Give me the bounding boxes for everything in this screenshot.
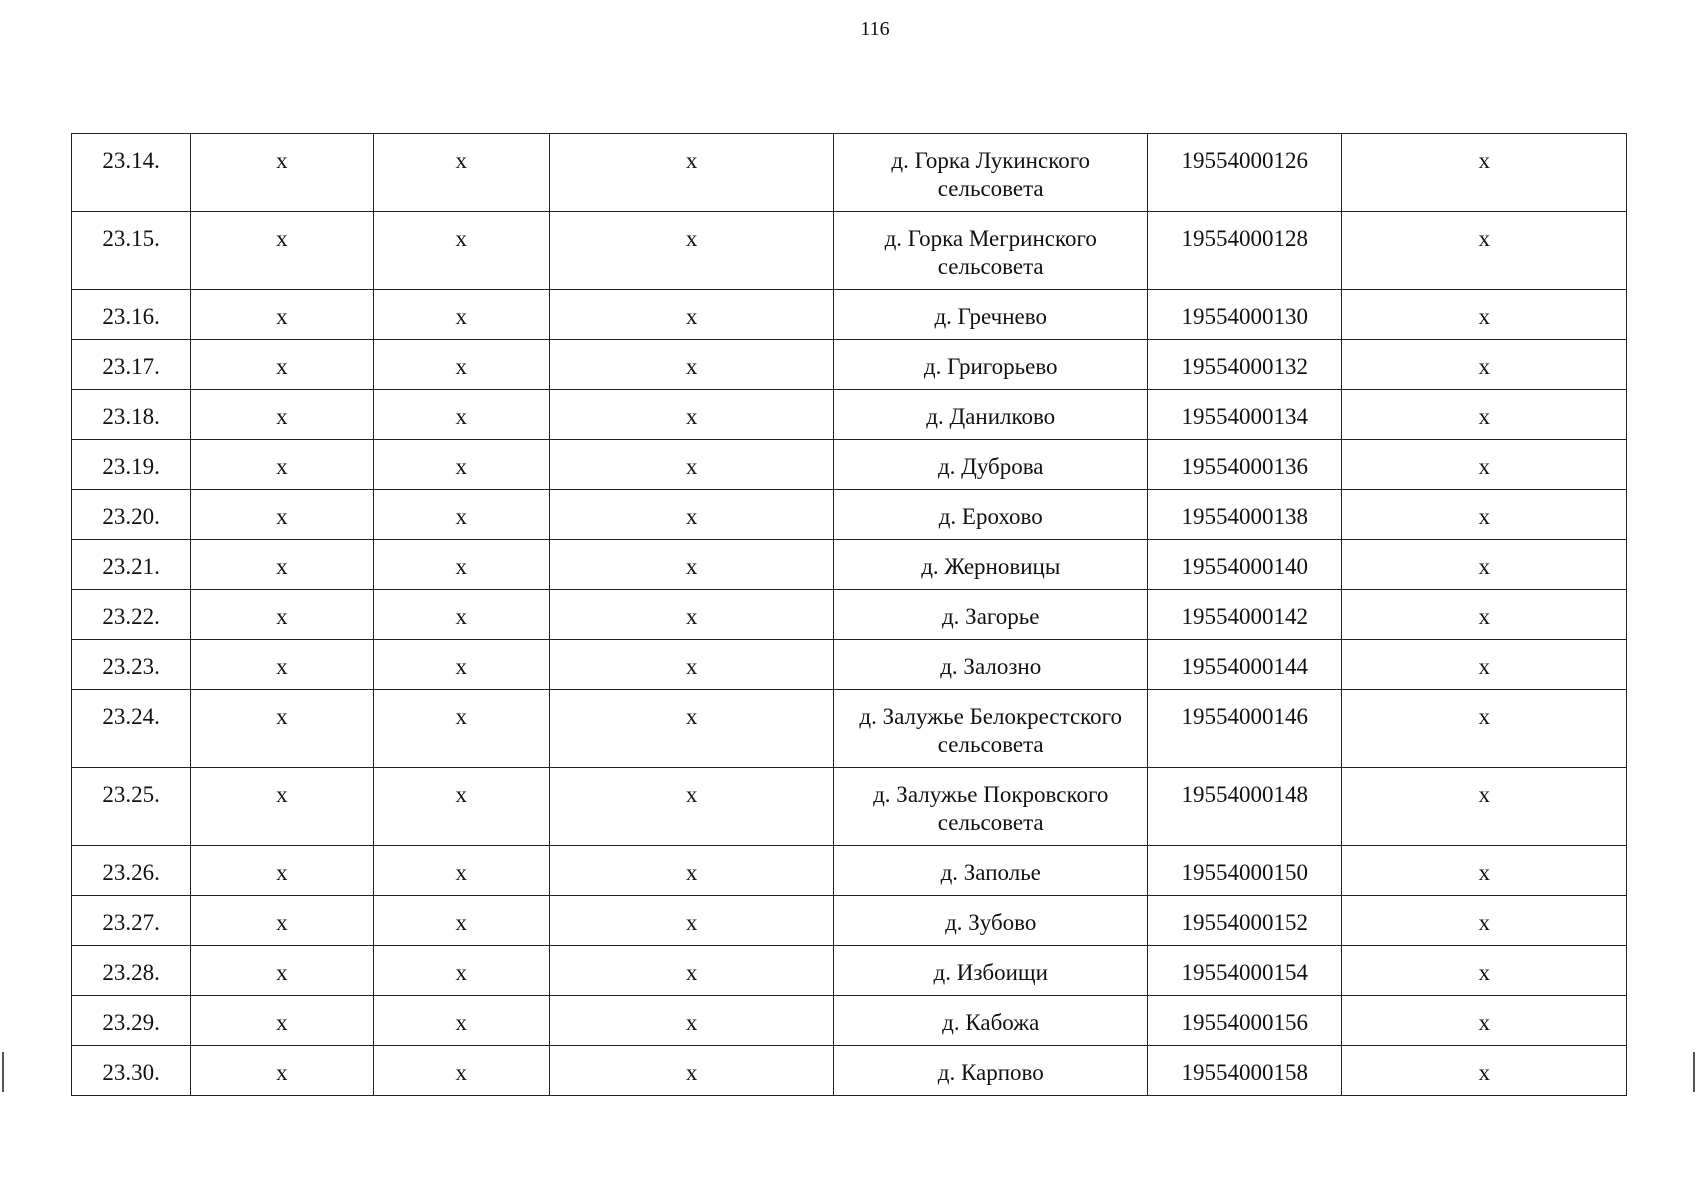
oktmo-code: 19554000136 bbox=[1148, 440, 1342, 490]
table-row bbox=[72, 640, 1627, 690]
table-row bbox=[72, 390, 1627, 440]
oktmo-code: 19554000138 bbox=[1148, 490, 1342, 540]
settlement-name: д. Зубово bbox=[834, 896, 1148, 946]
cell-x: x bbox=[1342, 1046, 1627, 1096]
row-number: 23.21. bbox=[72, 540, 191, 590]
settlement-name: д. Жерновицы bbox=[834, 540, 1148, 590]
cell-x: x bbox=[373, 290, 549, 340]
oktmo-code: 19554000144 bbox=[1148, 640, 1342, 690]
row-number: 23.28. bbox=[72, 946, 191, 996]
cell-x: x bbox=[1342, 768, 1627, 846]
cell-x: x bbox=[191, 1046, 373, 1096]
cell-x: x bbox=[373, 440, 549, 490]
table-row bbox=[72, 440, 1627, 490]
table-row bbox=[72, 490, 1627, 540]
oktmo-code: 19554000156 bbox=[1148, 996, 1342, 1046]
table-row bbox=[72, 996, 1627, 1046]
cell-x: x bbox=[191, 590, 373, 640]
cell-x: x bbox=[1342, 390, 1627, 440]
table-row bbox=[72, 896, 1627, 946]
row-number: 23.30. bbox=[72, 1046, 191, 1096]
table-row bbox=[72, 134, 1627, 212]
table-row bbox=[72, 590, 1627, 640]
settlement-name: д. Горка Лукинского сельсовета bbox=[834, 134, 1148, 212]
table-row bbox=[72, 946, 1627, 996]
cell-x: x bbox=[549, 1046, 834, 1096]
row-number: 23.24. bbox=[72, 690, 191, 768]
cell-x: x bbox=[191, 768, 373, 846]
settlement-name: д. Ерохово bbox=[834, 490, 1148, 540]
table-row bbox=[72, 846, 1627, 896]
oktmo-code: 19554000158 bbox=[1148, 1046, 1342, 1096]
oktmo-code: 19554000148 bbox=[1148, 768, 1342, 846]
settlements-table bbox=[71, 133, 1627, 1096]
scan-edge-mark-left bbox=[2, 1052, 4, 1092]
cell-x: x bbox=[191, 946, 373, 996]
cell-x: x bbox=[373, 390, 549, 440]
cell-x: x bbox=[1342, 896, 1627, 946]
cell-x: x bbox=[373, 1046, 549, 1096]
cell-x: x bbox=[1342, 846, 1627, 896]
oktmo-code: 19554000152 bbox=[1148, 896, 1342, 946]
settlement-name: д. Григорьево bbox=[834, 340, 1148, 390]
settlement-name: д. Кабожа bbox=[834, 996, 1148, 1046]
cell-x: x bbox=[191, 490, 373, 540]
cell-x: x bbox=[373, 490, 549, 540]
cell-x: x bbox=[373, 640, 549, 690]
cell-x: x bbox=[373, 690, 549, 768]
cell-x: x bbox=[1342, 690, 1627, 768]
settlement-name: д. Карпово bbox=[834, 1046, 1148, 1096]
cell-x: x bbox=[1342, 490, 1627, 540]
cell-x: x bbox=[549, 946, 834, 996]
row-number: 23.20. bbox=[72, 490, 191, 540]
cell-x: x bbox=[373, 212, 549, 290]
row-number: 23.19. bbox=[72, 440, 191, 490]
table-row bbox=[72, 340, 1627, 390]
row-number: 23.18. bbox=[72, 390, 191, 440]
cell-x: x bbox=[191, 440, 373, 490]
cell-x: x bbox=[373, 340, 549, 390]
cell-x: x bbox=[1342, 134, 1627, 212]
settlement-name: д. Залужье Покровского сельсовета bbox=[834, 768, 1148, 846]
cell-x: x bbox=[1342, 440, 1627, 490]
cell-x: x bbox=[191, 134, 373, 212]
table-row bbox=[72, 690, 1627, 768]
cell-x: x bbox=[373, 896, 549, 946]
cell-x: x bbox=[549, 846, 834, 896]
row-number: 23.27. bbox=[72, 896, 191, 946]
oktmo-code: 19554000134 bbox=[1148, 390, 1342, 440]
oktmo-code: 19554000128 bbox=[1148, 212, 1342, 290]
cell-x: x bbox=[373, 946, 549, 996]
cell-x: x bbox=[1342, 212, 1627, 290]
oktmo-code: 19554000142 bbox=[1148, 590, 1342, 640]
oktmo-code: 19554000154 bbox=[1148, 946, 1342, 996]
page-number: 116 bbox=[860, 18, 890, 40]
cell-x: x bbox=[549, 590, 834, 640]
cell-x: x bbox=[373, 134, 549, 212]
cell-x: x bbox=[191, 340, 373, 390]
settlement-name: д. Гречнево bbox=[834, 290, 1148, 340]
cell-x: x bbox=[191, 390, 373, 440]
cell-x: x bbox=[1342, 946, 1627, 996]
cell-x: x bbox=[373, 540, 549, 590]
cell-x: x bbox=[549, 690, 834, 768]
cell-x: x bbox=[549, 212, 834, 290]
cell-x: x bbox=[1342, 290, 1627, 340]
row-number: 23.23. bbox=[72, 640, 191, 690]
settlement-name: д. Загорье bbox=[834, 590, 1148, 640]
cell-x: x bbox=[549, 768, 834, 846]
cell-x: x bbox=[191, 540, 373, 590]
cell-x: x bbox=[191, 996, 373, 1046]
row-number: 23.26. bbox=[72, 846, 191, 896]
settlement-name: д. Дуброва bbox=[834, 440, 1148, 490]
cell-x: x bbox=[191, 690, 373, 768]
settlement-name: д. Залозно bbox=[834, 640, 1148, 690]
settlement-name: д. Заполье bbox=[834, 846, 1148, 896]
cell-x: x bbox=[549, 996, 834, 1046]
cell-x: x bbox=[1342, 996, 1627, 1046]
cell-x: x bbox=[191, 290, 373, 340]
table-row bbox=[72, 1046, 1627, 1096]
cell-x: x bbox=[1342, 640, 1627, 690]
table-row bbox=[72, 768, 1627, 846]
table-row bbox=[72, 290, 1627, 340]
row-number: 23.17. bbox=[72, 340, 191, 390]
cell-x: x bbox=[549, 440, 834, 490]
settlement-name: д. Данилково bbox=[834, 390, 1148, 440]
cell-x: x bbox=[549, 340, 834, 390]
cell-x: x bbox=[549, 390, 834, 440]
cell-x: x bbox=[549, 540, 834, 590]
table-row bbox=[72, 212, 1627, 290]
row-number: 23.22. bbox=[72, 590, 191, 640]
settlement-name: д. Горка Мегринского сельсовета bbox=[834, 212, 1148, 290]
oktmo-code: 19554000132 bbox=[1148, 340, 1342, 390]
cell-x: x bbox=[549, 490, 834, 540]
cell-x: x bbox=[549, 896, 834, 946]
settlement-name: д. Избоищи bbox=[834, 946, 1148, 996]
row-number: 23.14. bbox=[72, 134, 191, 212]
settlement-name: д. Залужье Белокрестского сельсовета bbox=[834, 690, 1148, 768]
table-row bbox=[72, 540, 1627, 590]
cell-x: x bbox=[549, 134, 834, 212]
cell-x: x bbox=[373, 768, 549, 846]
cell-x: x bbox=[549, 290, 834, 340]
cell-x: x bbox=[373, 996, 549, 1046]
row-number: 23.16. bbox=[72, 290, 191, 340]
scan-edge-mark-right bbox=[1693, 1052, 1695, 1092]
oktmo-code: 19554000150 bbox=[1148, 846, 1342, 896]
cell-x: x bbox=[549, 640, 834, 690]
cell-x: x bbox=[191, 640, 373, 690]
oktmo-code: 19554000146 bbox=[1148, 690, 1342, 768]
cell-x: x bbox=[373, 590, 549, 640]
oktmo-code: 19554000126 bbox=[1148, 134, 1342, 212]
oktmo-code: 19554000130 bbox=[1148, 290, 1342, 340]
cell-x: x bbox=[373, 846, 549, 896]
cell-x: x bbox=[1342, 340, 1627, 390]
cell-x: x bbox=[1342, 540, 1627, 590]
cell-x: x bbox=[1342, 590, 1627, 640]
row-number: 23.25. bbox=[72, 768, 191, 846]
row-number: 23.29. bbox=[72, 996, 191, 1046]
cell-x: x bbox=[191, 212, 373, 290]
cell-x: x bbox=[191, 896, 373, 946]
cell-x: x bbox=[191, 846, 373, 896]
row-number: 23.15. bbox=[72, 212, 191, 290]
oktmo-code: 19554000140 bbox=[1148, 540, 1342, 590]
